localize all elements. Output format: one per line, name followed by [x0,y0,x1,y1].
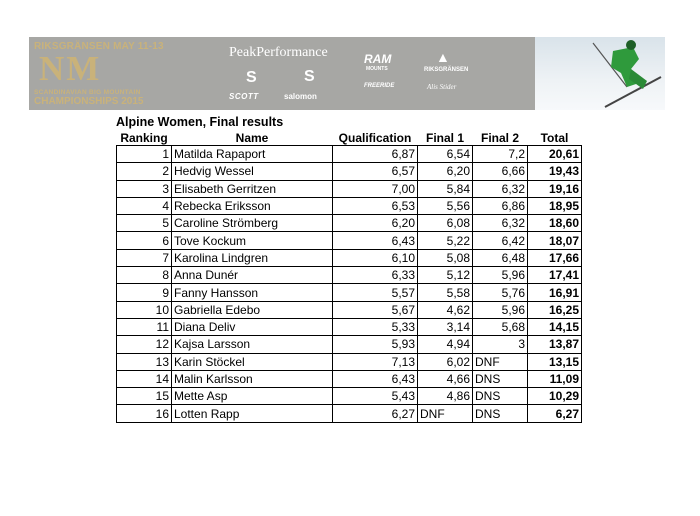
cell-total: 17,66 [528,249,582,266]
cell-ranking: 1 [117,146,172,163]
table-row [117,353,582,370]
cell-final-2: DNS [473,405,528,422]
cell-total: 13,87 [528,336,582,353]
cell-name: Rebecka Eriksson [172,197,333,214]
cell-name: Anna Dunér [172,267,333,284]
cell-final-1: 5,22 [418,232,473,249]
cell-name: Tove Kockum [172,232,333,249]
cell-final-2: DNS [473,370,528,387]
cell-ranking: 11 [117,318,172,335]
sponsor-peak-performance: PeakPerformance [229,45,328,60]
sponsor-freeride: FREERIDE [364,83,395,89]
cell-qualification: 6,57 [333,163,418,180]
table-row [117,215,582,232]
sponsor-ram-sub: MOUNTS [366,66,388,72]
cell-qualification: 6,10 [333,249,418,266]
event-banner [29,37,665,110]
cell-final-1: 4,62 [418,301,473,318]
cell-ranking: 16 [117,405,172,422]
cell-total: 20,61 [528,146,582,163]
table-row [117,249,582,266]
cell-total: 11,09 [528,370,582,387]
cell-name: Hedvig Wessel [172,163,333,180]
cell-name: Karolina Lindgren [172,249,333,266]
cell-qualification: 5,67 [333,301,418,318]
mountain-icon: ▲ [436,49,450,65]
cell-ranking: 10 [117,301,172,318]
cell-final-2: 3 [473,336,528,353]
cell-final-1: 4,94 [418,336,473,353]
cell-qualification: 7,00 [333,180,418,197]
cell-total: 16,25 [528,301,582,318]
cell-final-2: 7,2 [473,146,528,163]
skier-helmet-icon [626,40,636,50]
cell-ranking: 7 [117,249,172,266]
cell-final-1: 6,08 [418,215,473,232]
cell-ranking: 15 [117,388,172,405]
header-final-2: Final 2 [480,131,519,145]
cell-final-1: DNF [418,405,473,422]
cell-ranking: 12 [117,336,172,353]
cell-ranking: 3 [117,180,172,197]
header-total: Total [540,131,569,145]
cell-total: 18,07 [528,232,582,249]
cell-ranking: 13 [117,353,172,370]
cell-final-1: 5,56 [418,197,473,214]
cell-name: Lotten Rapp [172,405,333,422]
table-row [117,180,582,197]
table-row [117,284,582,301]
cell-name: Karin Stöckel [172,353,333,370]
table-row [117,232,582,249]
cell-qualification: 5,43 [333,388,418,405]
cell-qualification: 6,33 [333,267,418,284]
cell-qualification: 6,43 [333,232,418,249]
cell-total: 14,15 [528,318,582,335]
cell-final-2: 6,66 [473,163,528,180]
cell-final-2: 5,76 [473,284,528,301]
cell-name: Fanny Hansson [172,284,333,301]
cell-name: Kajsa Larsson [172,336,333,353]
cell-final-1: 6,54 [418,146,473,163]
cell-ranking: 5 [117,215,172,232]
cell-final-1: 3,14 [418,318,473,335]
cell-total: 18,95 [528,197,582,214]
table-row [117,388,582,405]
cell-final-2: 5,96 [473,301,528,318]
cell-qualification: 6,27 [333,405,418,422]
results-title: Alpine Women, Final results [116,115,284,129]
cell-total: 19,43 [528,163,582,180]
event-subtitle-line1: SCANDINAVIAN BIG MOUNTAIN [34,89,141,96]
cell-final-1: 5,58 [418,284,473,301]
cell-ranking: 14 [117,370,172,387]
cell-name: Gabriella Edebo [172,301,333,318]
cell-final-1: 4,66 [418,370,473,387]
results-body [117,146,582,423]
cell-final-2: DNS [473,388,528,405]
table-row [117,163,582,180]
cell-final-2: 5,96 [473,267,528,284]
cell-qualification: 5,33 [333,318,418,335]
header-final-1: Final 1 [425,131,464,145]
cell-final-2: 6,86 [473,197,528,214]
cell-final-1: 5,12 [418,267,473,284]
cell-qualification: 6,43 [333,370,418,387]
sponsor-scott: SCOTT [229,92,259,101]
cell-name: Caroline Strömberg [172,215,333,232]
cell-ranking: 4 [117,197,172,214]
skier-photo [535,37,665,110]
header-qualification: Qualification [338,131,412,145]
cell-final-2: 6,42 [473,232,528,249]
table-row [117,370,582,387]
cell-qualification: 7,13 [333,353,418,370]
cell-qualification: 6,87 [333,146,418,163]
cell-final-1: 5,84 [418,180,473,197]
cell-qualification: 5,57 [333,284,418,301]
event-subtitle-line2: CHAMPIONSHIPS 2015 [34,96,144,107]
cell-name: Diana Deliv [172,318,333,335]
cell-final-2: 5,68 [473,318,528,335]
cell-ranking: 2 [117,163,172,180]
header-name: Name [235,131,269,145]
header-ranking: Ranking [120,131,168,145]
table-row [117,146,582,163]
table-row [117,318,582,335]
cell-final-1: 6,20 [418,163,473,180]
cell-final-2: 6,48 [473,249,528,266]
cell-ranking: 6 [117,232,172,249]
cell-total: 17,41 [528,267,582,284]
cell-qualification: 5,93 [333,336,418,353]
cell-name: Elisabeth Gerritzen [172,180,333,197]
sponsor-alis-stider: Alis Stider [427,83,457,91]
cell-qualification: 6,20 [333,215,418,232]
sponsor-ram: RAM [364,52,392,66]
cell-ranking: 8 [117,267,172,284]
cell-final-1: 6,02 [418,353,473,370]
cell-final-2: 6,32 [473,215,528,232]
cell-final-1: 4,86 [418,388,473,405]
cell-name: Malin Karlsson [172,370,333,387]
cell-qualification: 6,53 [333,197,418,214]
skier-leg-icon [629,69,647,89]
results-header-row [117,131,582,146]
sponsor-riksgransen: RIKSGRÄNSEN [424,67,469,73]
cell-final-2: DNF [473,353,528,370]
cell-final-2: 6,32 [473,180,528,197]
cell-total: 6,27 [528,405,582,422]
cell-total: 16,91 [528,284,582,301]
table-row [117,197,582,214]
results-table [116,131,582,423]
cell-total: 18,60 [528,215,582,232]
table-row [117,336,582,353]
table-row [117,405,582,422]
event-date-line: RIKSGRÄNSEN MAY 11-13 [34,41,164,52]
cell-total: 13,15 [528,353,582,370]
cell-name: Mette Asp [172,388,333,405]
cell-ranking: 9 [117,284,172,301]
event-logo-letters: NM [39,49,102,88]
sponsor-salomon: salomon [284,92,317,101]
salomon-logo-icon: S [304,68,315,85]
table-row [117,267,582,284]
table-row [117,301,582,318]
cell-name: Matilda Rapaport [172,146,333,163]
scott-logo-icon: S [246,69,257,86]
cell-total: 19,16 [528,180,582,197]
cell-final-1: 5,08 [418,249,473,266]
cell-total: 10,29 [528,388,582,405]
